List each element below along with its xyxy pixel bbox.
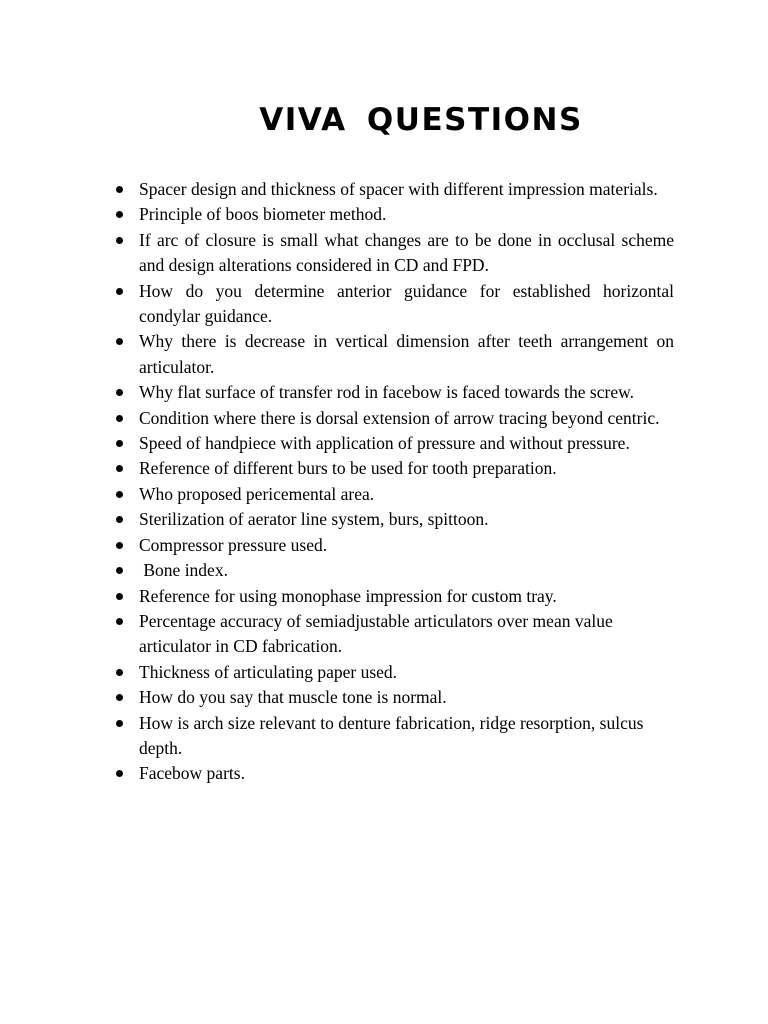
bullet-icon xyxy=(116,491,123,498)
question-item xyxy=(113,685,674,710)
question-text: If arc of closure is small what changes are to be done in occlusal scheme and design alterations considered in CD and FPD. xyxy=(139,229,674,276)
question-item xyxy=(113,456,674,481)
bullet-icon xyxy=(116,542,123,549)
question-item xyxy=(113,507,674,532)
question-text: Thickness of articulating paper used. xyxy=(139,661,398,682)
question-text: Speed of handpiece with application of pressure and without pressure. xyxy=(139,433,630,454)
bullet-icon xyxy=(116,389,123,396)
bullet-icon xyxy=(116,618,123,625)
question-text: Condition where there is dorsal extension of arrow tracing beyond centric. xyxy=(139,407,660,428)
question-item xyxy=(113,177,674,202)
question-text: Facebow parts. xyxy=(139,763,245,784)
question-item xyxy=(113,202,674,227)
question-item xyxy=(113,431,674,456)
bullet-icon xyxy=(116,211,123,218)
question-item xyxy=(113,584,674,609)
question-item xyxy=(113,329,674,380)
question-text: Reference for using monophase impression for custom tray. xyxy=(139,585,557,606)
question-text: Why flat surface of transfer rod in facebow is faced towards the screw. xyxy=(139,382,634,403)
question-text: Why there is decrease in vertical dimension after teeth arrangement on articulator. xyxy=(139,331,674,377)
bullet-icon xyxy=(116,593,123,600)
question-item xyxy=(113,711,674,762)
question-text: Spacer design and thickness of spacer with different impression materials. xyxy=(139,179,658,199)
question-item xyxy=(113,228,674,279)
bullet-icon xyxy=(116,465,123,472)
question-text: Bone index. xyxy=(139,560,228,581)
bullet-icon xyxy=(116,694,123,701)
question-item xyxy=(113,380,674,405)
question-item xyxy=(113,558,674,583)
page-title: VIVA QUESTIONS xyxy=(259,102,583,138)
question-item xyxy=(113,660,674,685)
question-item xyxy=(113,609,674,660)
bullet-icon xyxy=(116,669,123,676)
bullet-icon xyxy=(116,338,123,345)
question-text: Compressor pressure used. xyxy=(139,534,328,555)
bullet-icon xyxy=(116,415,123,422)
question-text: How is arch size relevant to denture fabrication, ridge resorption, sulcus depth. xyxy=(139,712,644,758)
bullet-icon xyxy=(116,516,123,523)
question-item xyxy=(113,279,674,330)
bullet-icon xyxy=(116,186,123,193)
question-text: How do you say that muscle tone is normal. xyxy=(139,687,447,708)
question-text: Principle of boos biometer method. xyxy=(139,204,387,225)
question-text: How do you determine anterior guidance for established horizontal condylar guidance. xyxy=(139,280,674,327)
question-text: Sterilization of aerator line system, burs, spittoon. xyxy=(139,509,489,530)
bullet-icon xyxy=(116,720,123,727)
question-item xyxy=(113,533,674,558)
bullet-icon xyxy=(116,770,123,777)
questions-list xyxy=(113,177,674,787)
bullet-icon xyxy=(116,567,123,574)
bullet-icon xyxy=(116,288,123,295)
question-item xyxy=(113,482,674,507)
bullet-icon xyxy=(116,237,123,244)
question-item xyxy=(113,406,674,431)
question-item xyxy=(113,761,674,786)
question-text: Reference of different burs to be used for tooth preparation. xyxy=(139,458,557,479)
question-text: Percentage accuracy of semiadjustable articulators over mean value articulator in CD fabrication. xyxy=(139,610,613,657)
bullet-icon xyxy=(116,440,123,447)
question-text: Who proposed pericemental area. xyxy=(139,483,375,504)
